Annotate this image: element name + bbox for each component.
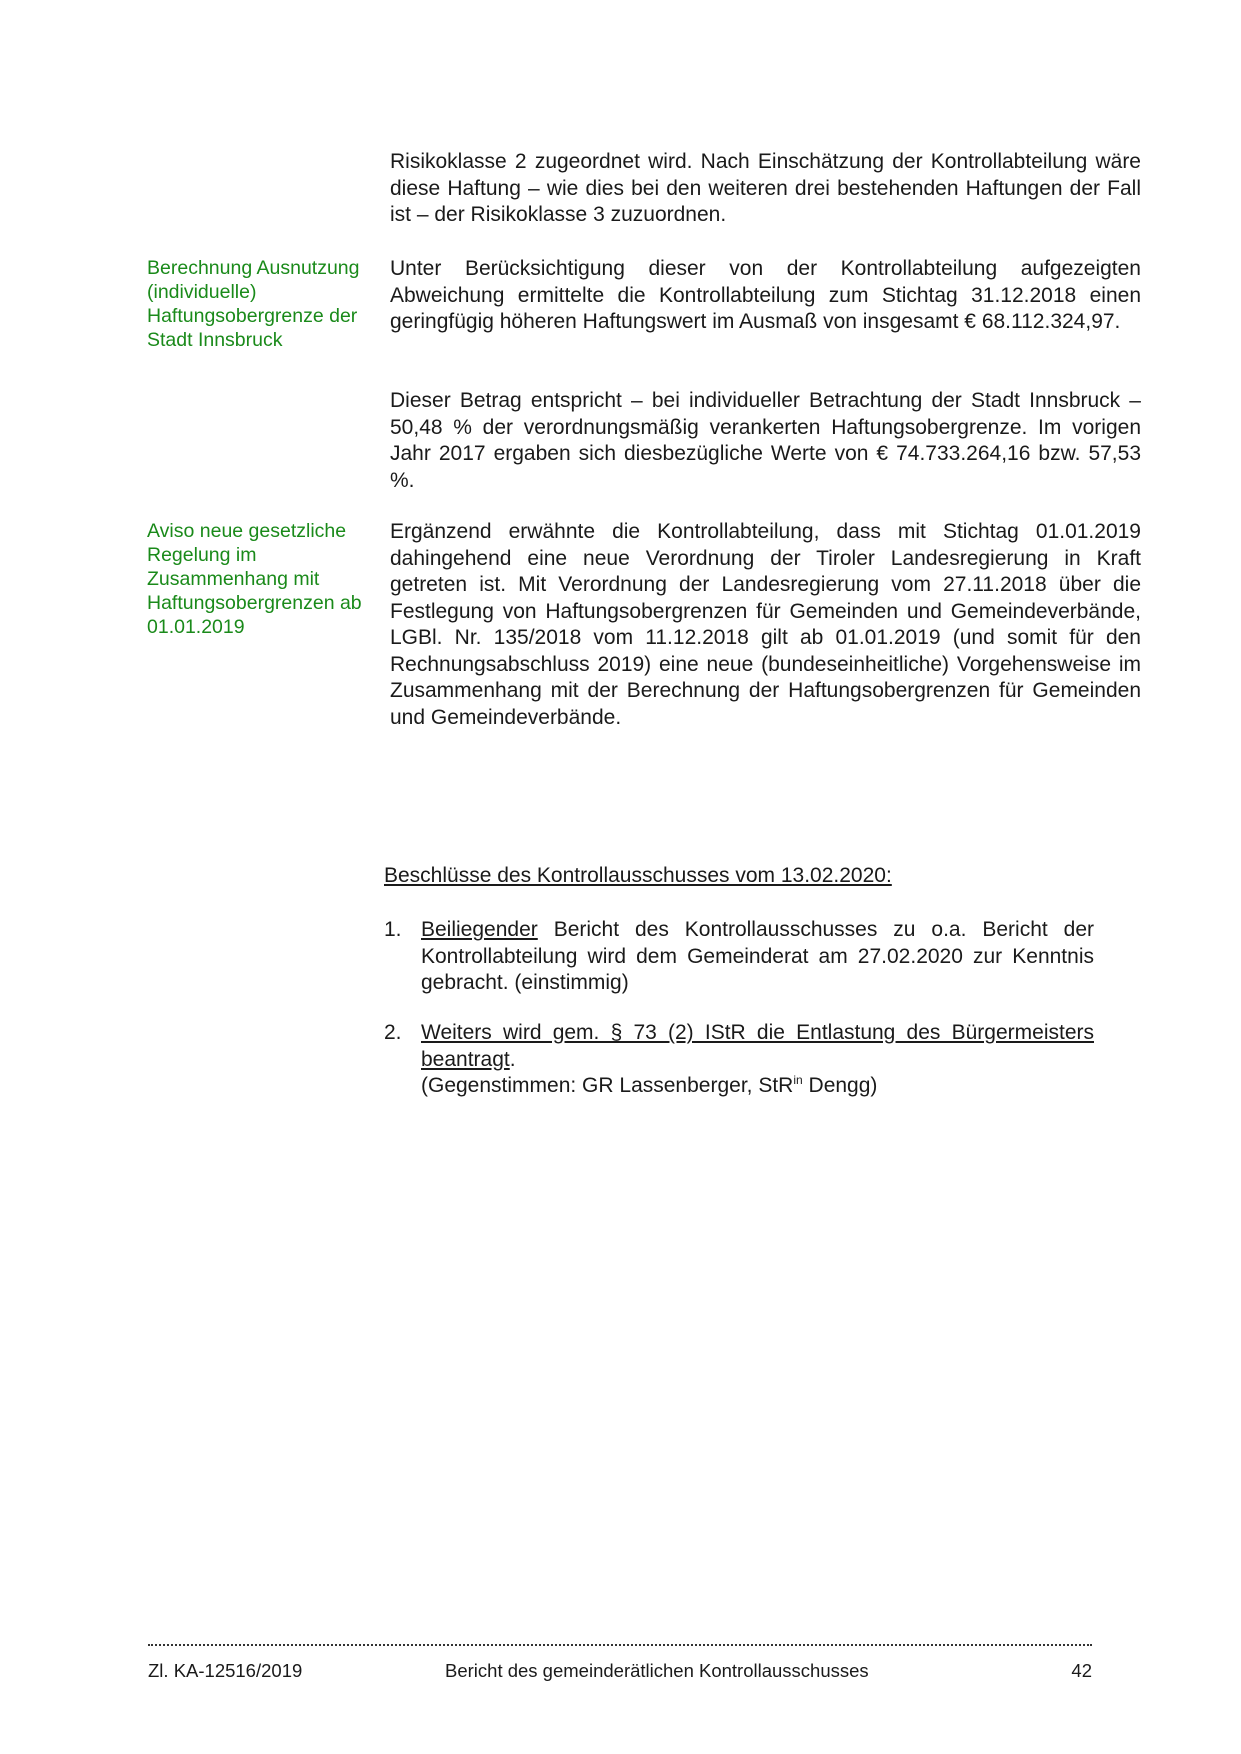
resolution-text-rest: Bericht des Kontrollausschusses zu o.a. Bericht der Kontrollabteilung wird dem Gemeinderat am 27.02.2020 zur Kenntnis gebracht. (einstimmig)	[421, 918, 1094, 994]
margin-note-aviso: Aviso neue gesetzliche Regelung im Zusammenhang mit Haftungsobergrenzen ab 01.01.2019	[147, 520, 362, 638]
paragraph-betrag: Dieser Betrag entspricht – bei individueller Betrachtung der Stadt Innsbruck – 50,48 % der verordnungsmäßig verankerten Haftungsobergrenze. Im vorigen Jahr 2017 ergaben sich diesbezügliche Werte von € 74.733.264,16 bzw. 57,53 %.	[390, 389, 1141, 492]
page-number: 42	[1071, 1660, 1092, 1681]
resolution-text-period: .	[509, 1047, 516, 1071]
paragraph-verordnung: Ergänzend erwähnte die Kontrollabteilung, dass mit Stichtag 01.01.2019 dahingehend eine neue Verordnung der Tiroler Landesregierung in Kraft getreten ist. Mit Verordnung der Landesregierung vom 27.11.2018 über die Festlegung von Haftungsobergrenzen für Gemeinden und Gemeindeverbände, LGBl. Nr. 135/2018 vom 11.12.2018 gilt ab 01.01.2019 (und somit für den Rechnungsabschluss 2019) eine neue (bundeseinheitliche) Vorgehensweise im Zusammenhang mit der Berechnung der Haftungsobergrenzen für Gemeinden und Gemeindeverbände.	[390, 520, 1141, 729]
footer-title: Bericht des gemeinderätlichen Kontrollausschusses	[445, 1660, 869, 1681]
margin-note-berechnung: Berechnung Ausnutzung (individuelle) Haftungsobergrenze der Stadt Innsbruck	[147, 257, 360, 351]
underlined-text: Beiliegender	[421, 918, 538, 941]
resolution-item-1	[384, 917, 1094, 997]
votes-superscript: in	[793, 1073, 803, 1087]
votes-prefix: (Gegenstimmen: GR Lassenberger, StR	[421, 1074, 794, 1097]
underlined-text: Weiters wird gem. § 73 (2) IStR die Entlastung des Bürgermeisters beantragt	[421, 1021, 1094, 1071]
paragraph-haftungswert: Unter Berücksichtigung dieser von der Kontrollabteilung aufgezeigten Abweichung ermittelte die Kontrollabteilung zum Stichtag 31.12.2018 einen geringfügig höheren Haftungswert im Ausmaß von insgesamt € 68.112.324,97.	[390, 257, 1141, 333]
paragraph-risikoklasse: Risikoklasse 2 zugeordnet wird. Nach Einschätzung der Kontrollabteilung wäre diese Haftung – wie dies bei den weiteren drei bestehenden Haftungen der Fall ist – der Risikoklasse 3 zuzuordnen.	[390, 150, 1141, 226]
resolution-item-2	[384, 1020, 1094, 1100]
resolutions-heading: Beschlüsse des Kontrollausschusses vom 13.02.2020:	[384, 864, 892, 887]
list-number: 2.	[384, 1021, 402, 1044]
votes-line	[421, 1073, 1094, 1100]
votes-suffix: Dengg)	[802, 1074, 878, 1097]
footer-reference: Zl. KA-12516/2019	[148, 1660, 303, 1681]
resolution-text	[421, 917, 1094, 997]
list-number: 1.	[384, 918, 402, 941]
resolution-text	[421, 1020, 1094, 1073]
footer-divider	[148, 1638, 1092, 1646]
